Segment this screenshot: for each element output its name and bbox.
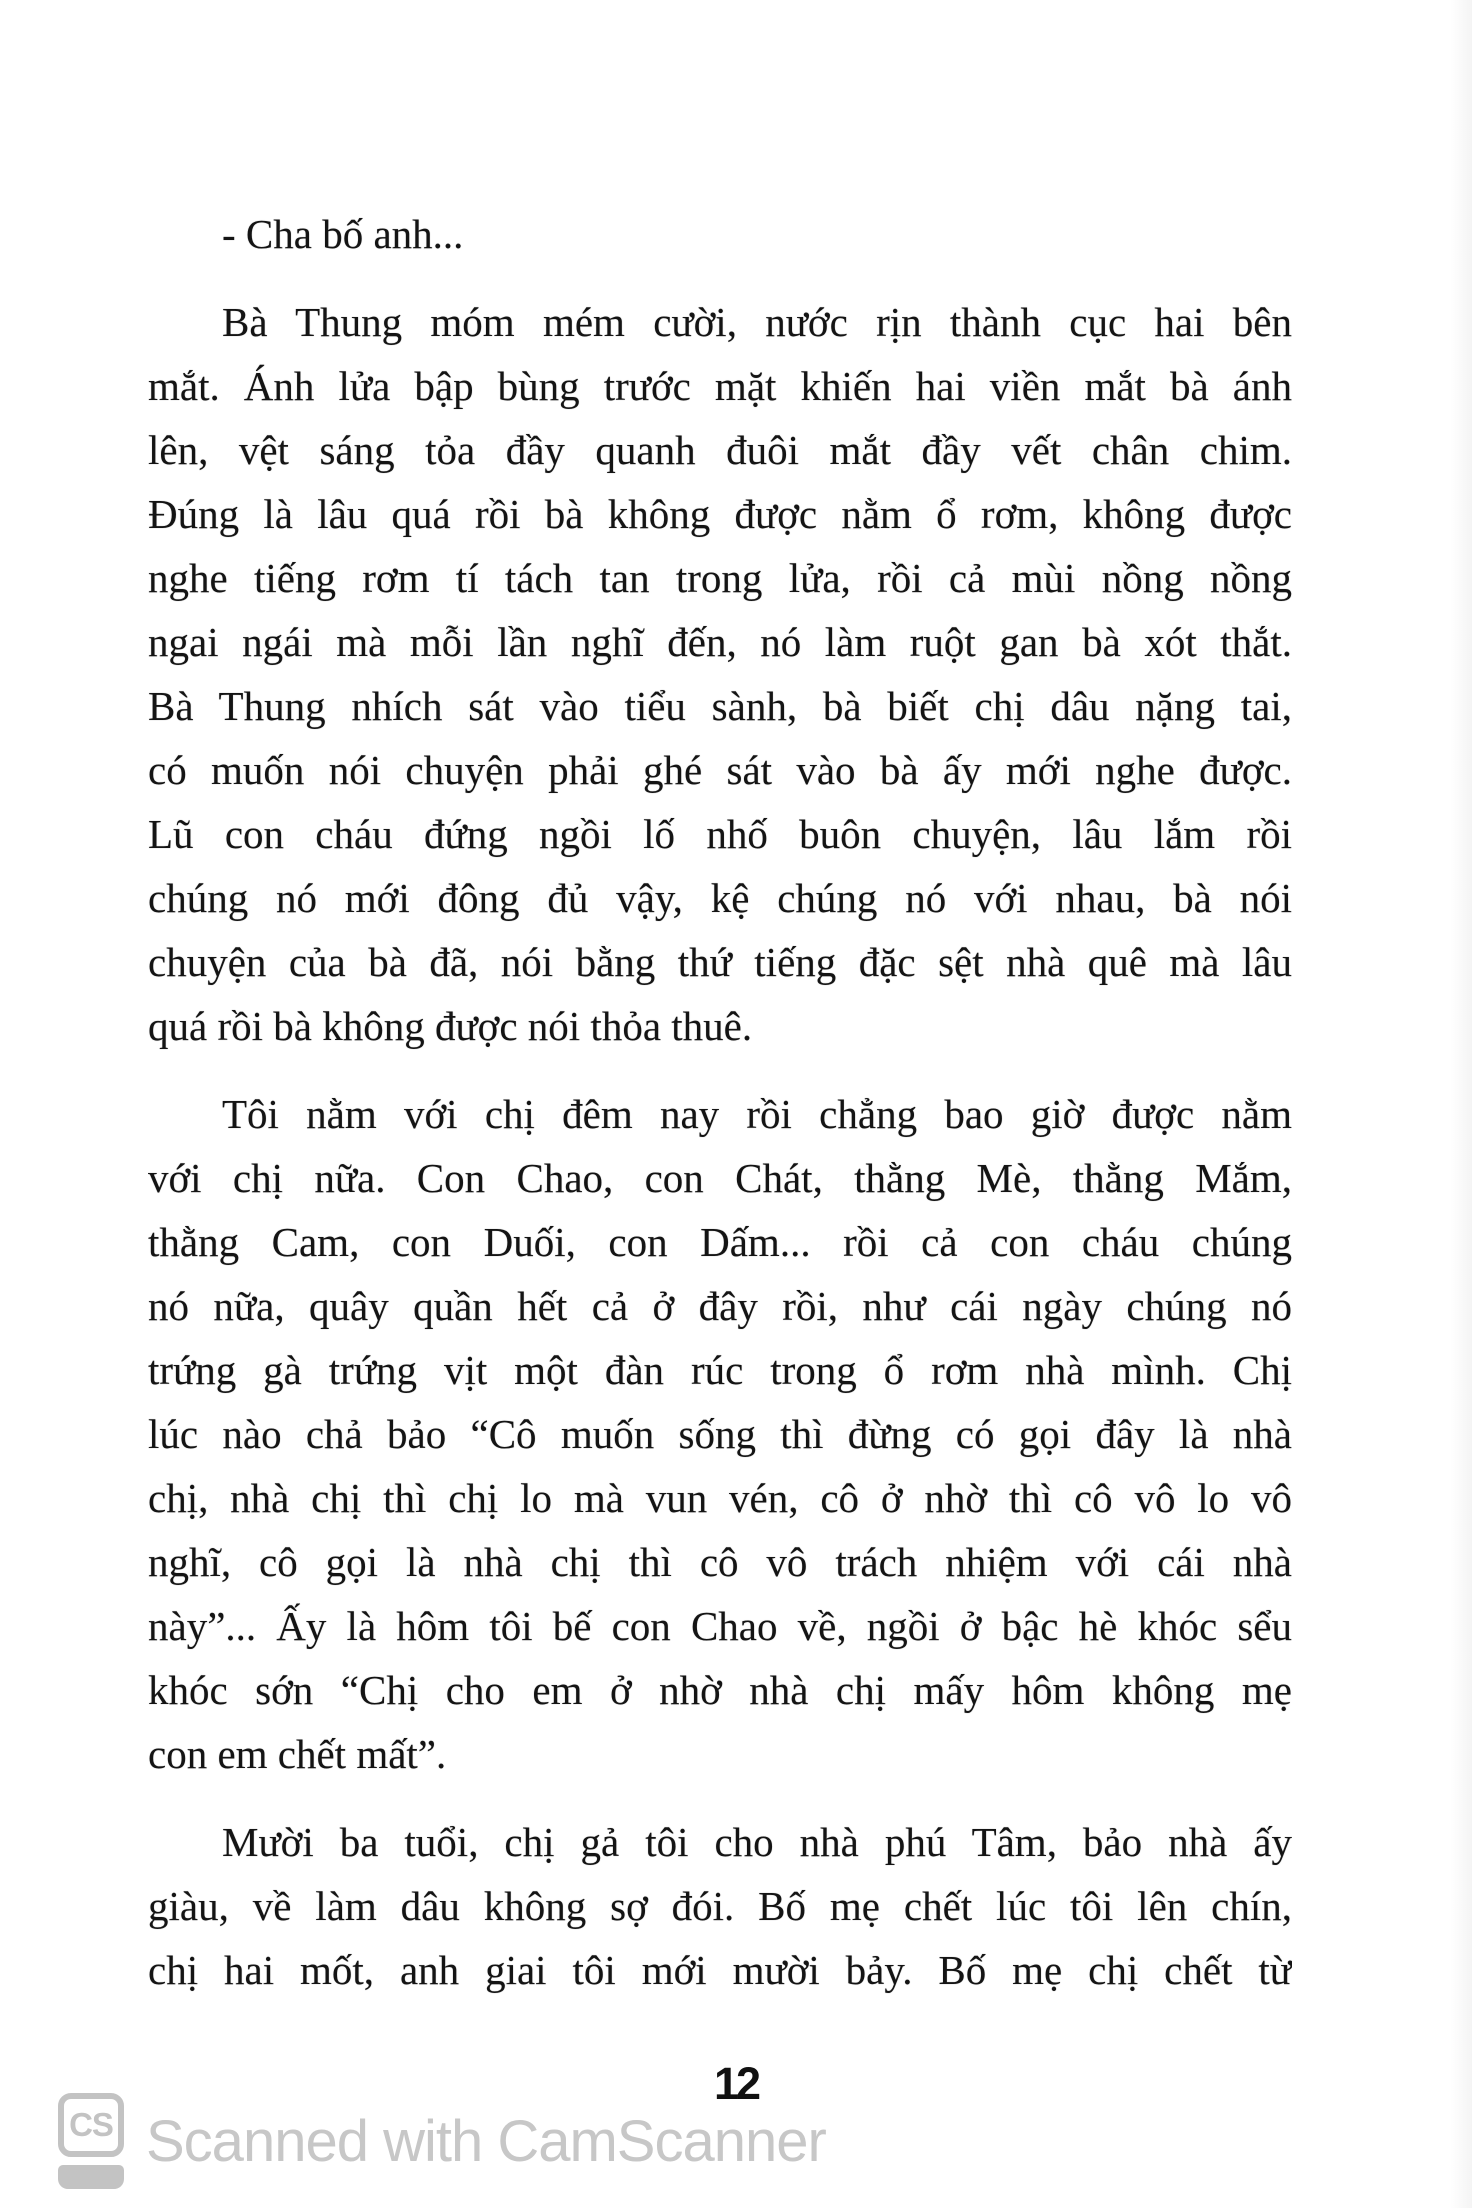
- text-line: chúng nó mới đông đủ vậy, kệ chúng nó với nhau, bà nói: [148, 875, 1292, 921]
- paragraph: [148, 1082, 1292, 1786]
- camscanner-logo-letters: CS: [58, 2093, 124, 2157]
- text-line: nghe tiếng rơm tí tách tan trong lửa, rồi cả mùi nồng nồng: [148, 555, 1292, 601]
- text-line: chuyện của bà đã, nói bằng thứ tiếng đặc sệt nhà quê mà lâu: [148, 939, 1292, 985]
- text-line: này”... Ấy là hôm tôi bế con Chao về, ngồi ở bậc hè khóc sểu: [148, 1603, 1292, 1649]
- text-line: chị hai mốt, anh giai tôi mới mười bảy. Bố mẹ chị chết từ: [148, 1947, 1292, 1993]
- text-line: mắt. Ánh lửa bập bùng trước mặt khiến hai viền mắt bà ánh: [148, 363, 1292, 409]
- text-line: Mười ba tuổi, chị gả tôi cho nhà phú Tâm, bảo nhà ấy: [222, 1819, 1292, 1865]
- text-block: [148, 202, 1292, 2002]
- text-line: quá rồi bà không được nói thỏa thuê.: [148, 1003, 753, 1049]
- text-line: - Cha bố anh...: [222, 211, 464, 257]
- text-line: nghĩ, cô gọi là nhà chị thì cô vô trách nhiệm với cái nhà: [148, 1539, 1292, 1585]
- text-line: thằng Cam, con Duối, con Dấm... rồi cả con cháu chúng: [148, 1219, 1292, 1265]
- paragraph: [148, 1810, 1292, 2002]
- page-number: 12: [713, 2058, 759, 2109]
- text-line: có muốn nói chuyện phải ghé sát vào bà ấy mới nghe được.: [148, 747, 1292, 793]
- text-line: Bà Thung nhích sát vào tiểu sành, bà biết chị dâu nặng tai,: [148, 683, 1292, 729]
- text-line: con em chết mất”.: [148, 1731, 447, 1777]
- text-line: với chị nữa. Con Chao, con Chát, thằng Mè, thằng Mắm,: [148, 1155, 1292, 1201]
- paragraph: [148, 290, 1292, 1058]
- text-line: lúc nào chả bảo “Cô muốn sống thì đừng có gọi đây là nhà: [148, 1411, 1292, 1457]
- camscanner-logo-icon: [58, 2093, 124, 2189]
- text-line: Lũ con cháu đứng ngồi lố nhố buôn chuyện, lâu lắm rồi: [148, 811, 1292, 857]
- text-line: Đúng là lâu quá rồi bà không được nằm ổ rơm, không được: [148, 491, 1292, 537]
- text-line: giàu, về làm dâu không sợ đói. Bố mẹ chết lúc tôi lên chín,: [148, 1883, 1292, 1929]
- text-line: lên, vệt sáng tỏa đầy quanh đuôi mắt đầy vết chân chim.: [148, 427, 1292, 473]
- text-line: chị, nhà chị thì chị lo mà vun vén, cô ở nhờ thì cô vô lo vô: [148, 1475, 1292, 1521]
- text-line: khóc sớn “Chị cho em ở nhờ nhà chị mấy hôm không mẹ: [148, 1667, 1292, 1713]
- text-line: trứng gà trứng vịt một đàn rúc trong ổ rơm nhà mình. Chị: [148, 1347, 1292, 1393]
- text-line: Bà Thung móm mém cười, nước rịn thành cục hai bên: [222, 299, 1292, 345]
- text-line: ngai ngái mà mỗi lần nghĩ đến, nó làm ruột gan bà xót thắt.: [148, 619, 1292, 665]
- text-line: Tôi nằm với chị đêm nay rồi chẳng bao giờ được nằm: [222, 1091, 1292, 1137]
- camscanner-watermark: [58, 2093, 826, 2189]
- camscanner-logo-band: [58, 2165, 124, 2189]
- watermark-label: Scanned with CamScanner: [146, 2108, 826, 2174]
- paragraph: [148, 202, 1292, 266]
- text-line: nó nữa, quây quần hết cả ở đây rồi, như cái ngày chúng nó: [148, 1283, 1292, 1329]
